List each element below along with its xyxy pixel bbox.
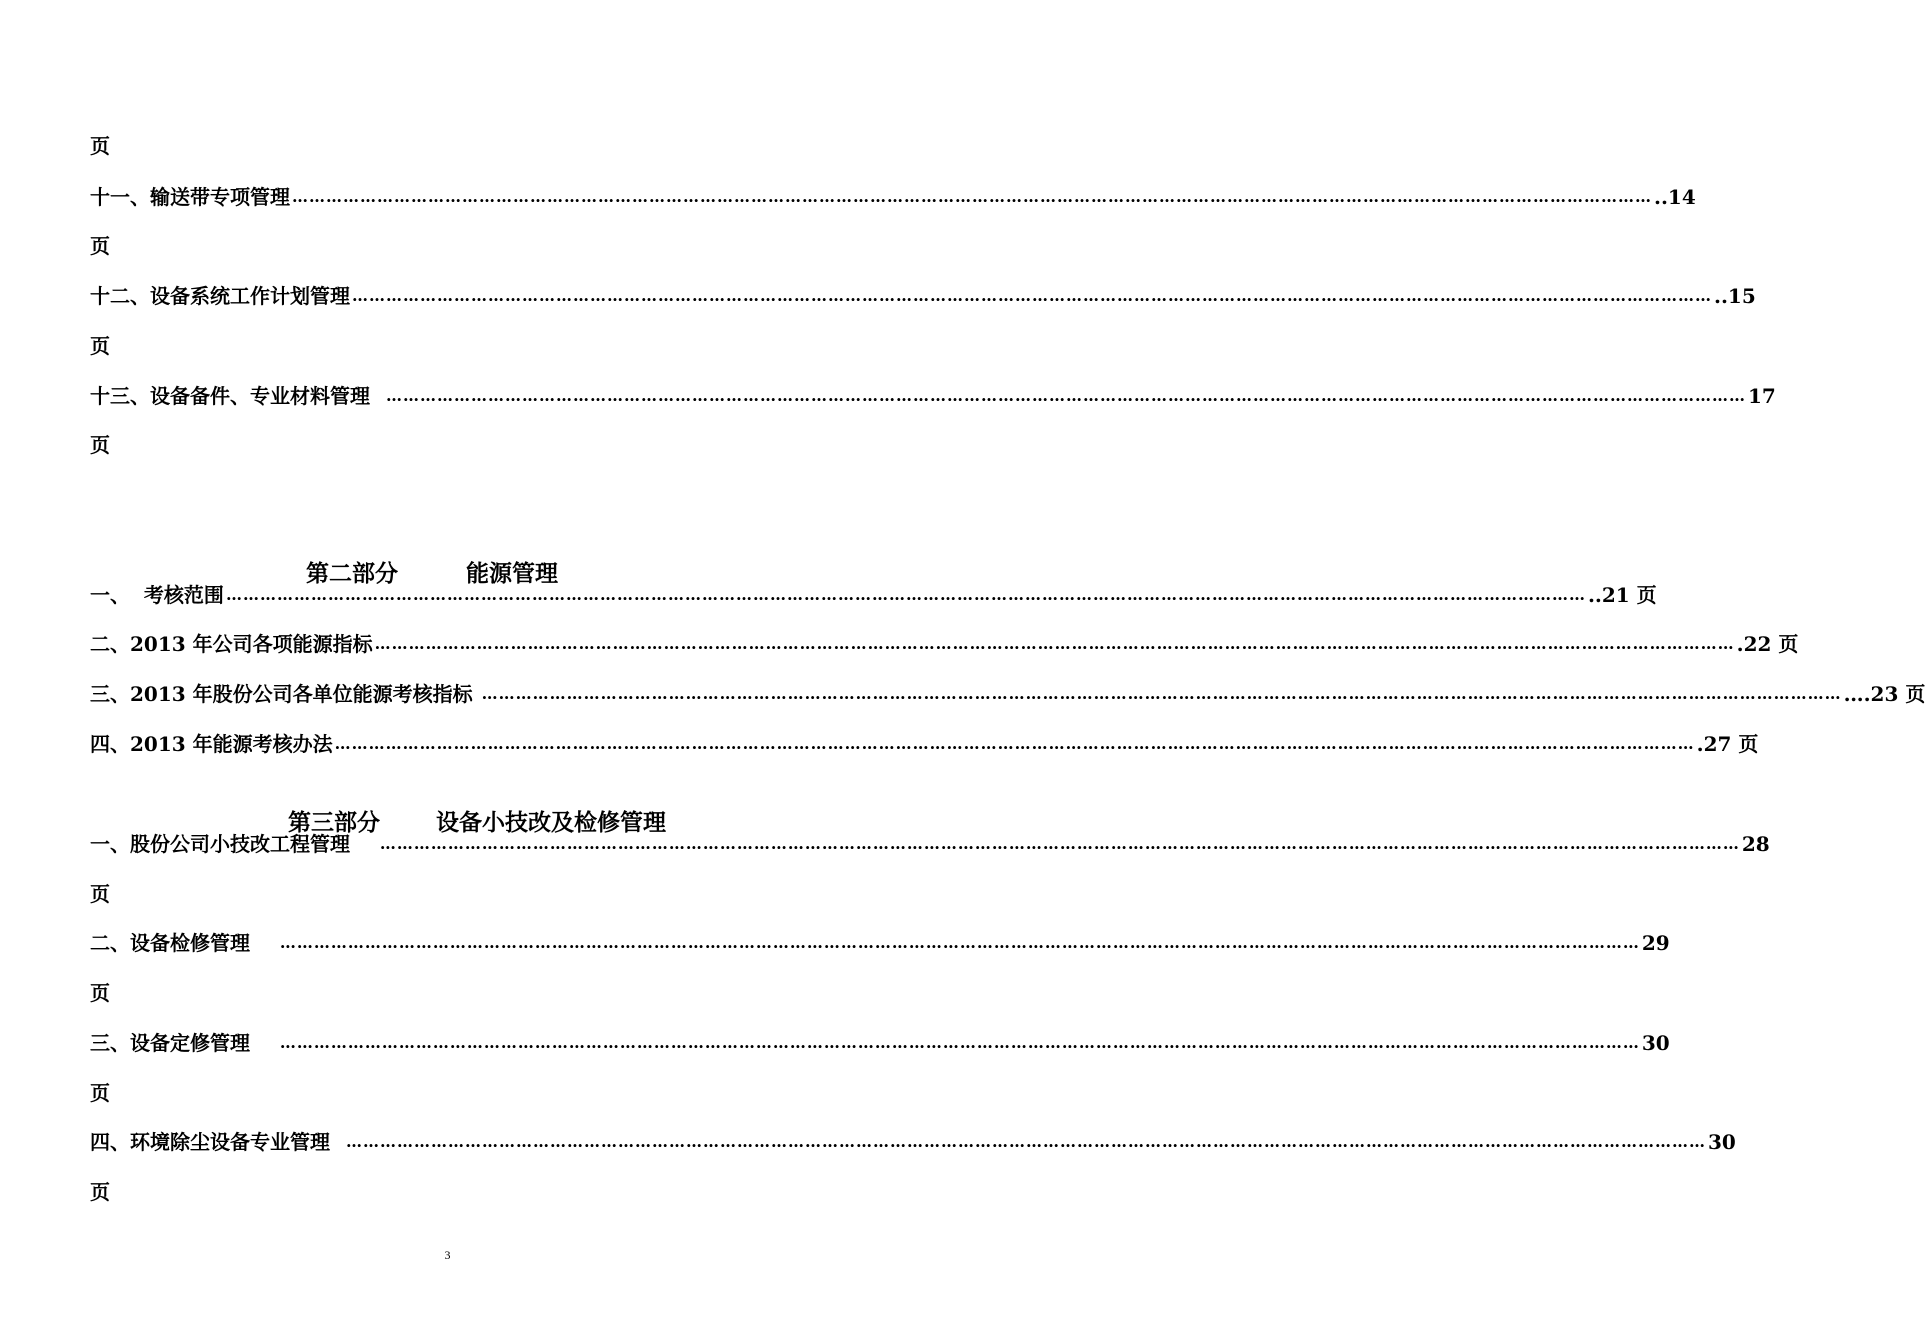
toc-entry[interactable] xyxy=(90,732,1759,756)
toc-entry-page: 28 xyxy=(1741,832,1770,856)
toc-entry-label: 十二、设备系统工作计划管理 xyxy=(90,284,350,308)
toc-leader: …………………………………………………………………………………………………………………………………………………………………………………………………………………… xyxy=(374,634,1735,653)
section-heading-title: 设备小技改及检修管理 xyxy=(436,809,667,836)
toc-entry-label: 四、2013 年能源考核办法 xyxy=(90,732,333,756)
toc-entry-page: 29 xyxy=(1641,931,1670,955)
section-heading-part2 xyxy=(290,532,558,588)
toc-entry[interactable] xyxy=(90,583,1657,607)
toc-entry-label: 二、设备检修管理 xyxy=(90,931,278,955)
toc-entry-page: ..14 xyxy=(1654,185,1696,209)
toc-leader: …………………………………………………………………………………………………………………………………………………………………………………………………………………… xyxy=(279,933,1640,952)
toc-entry-page: ..15 xyxy=(1714,284,1756,308)
toc-entry[interactable] xyxy=(90,632,1799,656)
section-heading-number: 第三部分 xyxy=(288,809,381,836)
toc-entry-label: 十三、设备备件、专业材料管理 xyxy=(90,384,384,408)
toc-entry-page: .22 页 xyxy=(1736,632,1799,656)
toc-entry[interactable] xyxy=(90,682,1925,706)
toc-entry-label: 四、环境除尘设备专业管理 xyxy=(90,1130,344,1154)
toc-entry-page: 17 xyxy=(1747,384,1776,408)
toc-leader: …………………………………………………………………………………………………………………………………………………………………………………………………………………… xyxy=(225,585,1586,604)
toc-entry[interactable] xyxy=(90,384,1776,408)
toc-entry-label: 三、设备定修管理 xyxy=(90,1031,278,1055)
toc-entry-label: 二、2013 年公司各项能源指标 xyxy=(90,632,373,656)
toc-entry-label: 一、股份公司小技改工程管理 xyxy=(90,832,378,856)
toc-entry-label: 一、 考核范围 xyxy=(90,583,224,607)
toc-continuation: 页 xyxy=(90,234,110,258)
toc-continuation: 页 xyxy=(90,882,110,906)
toc-continuation: 页 xyxy=(90,1180,110,1204)
toc-leader: …………………………………………………………………………………………………………………………………………………………………………………………………………………… xyxy=(481,684,1842,703)
toc-leader: …………………………………………………………………………………………………………………………………………………………………………………………………………………… xyxy=(279,1033,1640,1052)
toc-continuation: 页 xyxy=(90,134,110,158)
toc-leader: …………………………………………………………………………………………………………………………………………………………………………………………………………………… xyxy=(379,834,1740,853)
toc-entry[interactable] xyxy=(90,832,1770,856)
toc-entry[interactable] xyxy=(90,931,1670,955)
toc-entry[interactable] xyxy=(90,284,1756,308)
toc-leader: …………………………………………………………………………………………………………………………………………………………………………………………………………………… xyxy=(345,1132,1706,1151)
toc-entry[interactable] xyxy=(90,1130,1736,1154)
toc-entry-page: 30 xyxy=(1641,1031,1670,1055)
toc-entry[interactable] xyxy=(90,185,1696,209)
page-number: 3 xyxy=(444,1248,451,1262)
toc-entry[interactable] xyxy=(90,1031,1670,1055)
section-heading-title: 能源管理 xyxy=(466,560,559,587)
toc-leader: …………………………………………………………………………………………………………………………………………………………………………………………………………………… xyxy=(352,286,1712,305)
toc-continuation: 页 xyxy=(90,981,110,1005)
toc-leader: …………………………………………………………………………………………………………………………………………………………………………………………………………………… xyxy=(385,386,1746,405)
toc-continuation: 页 xyxy=(90,334,110,358)
toc-entry-label: 三、2013 年股份公司各单位能源考核指标 xyxy=(90,682,480,706)
section-heading-number: 第二部分 xyxy=(306,560,399,587)
toc-leader: …………………………………………………………………………………………………………………………………………………………………………………………………………………… xyxy=(334,734,1695,753)
toc-leader: …………………………………………………………………………………………………………………………………………………………………………………………………………………… xyxy=(292,187,1652,206)
toc-entry-page: ..21 页 xyxy=(1587,583,1657,607)
toc-continuation: 页 xyxy=(90,433,110,457)
toc-entry-label: 十一、输送带专项管理 xyxy=(90,185,290,209)
section-heading-part3 xyxy=(272,781,666,837)
toc-entry-page: ….23 页 xyxy=(1843,682,1925,706)
toc-entry-page: 30 xyxy=(1707,1130,1736,1154)
toc-continuation: 页 xyxy=(90,1081,110,1105)
toc-entry-page: .27 页 xyxy=(1696,732,1759,756)
